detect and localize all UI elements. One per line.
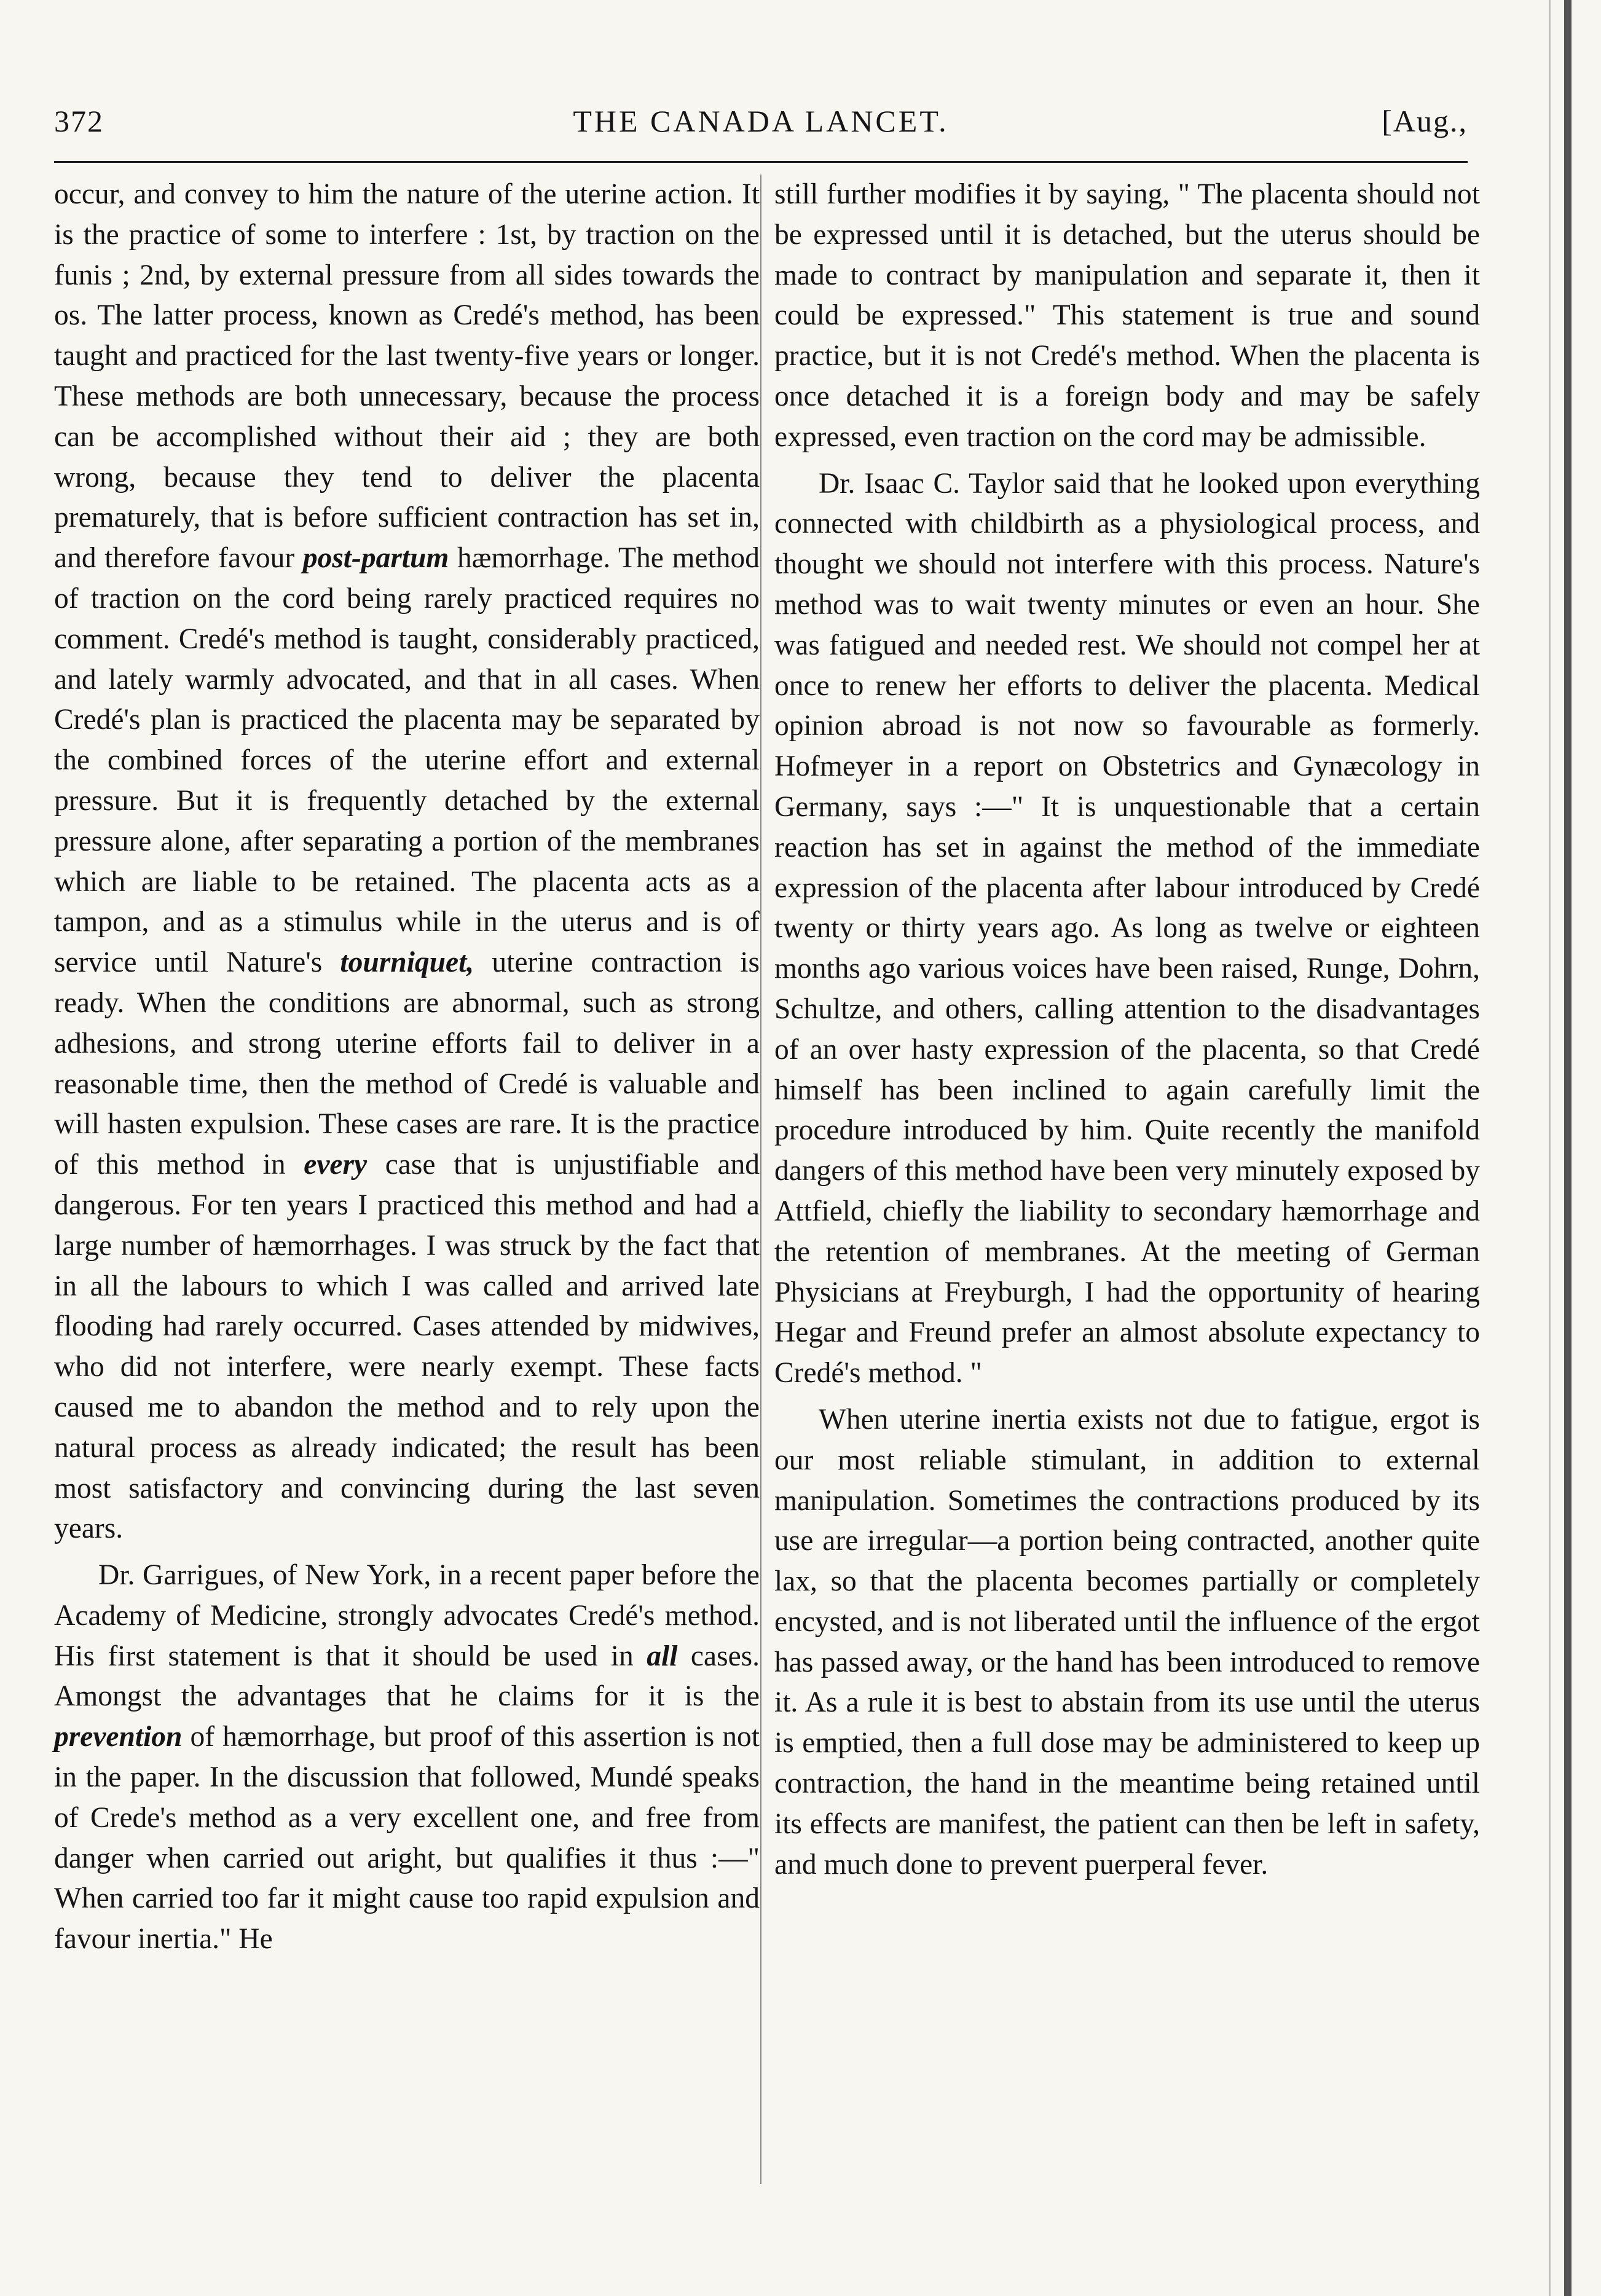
header-rule xyxy=(54,161,1468,163)
right-column xyxy=(774,175,1480,1885)
emphasis: all xyxy=(647,1640,678,1672)
emphasis: tourniquet, xyxy=(340,946,474,979)
paragraph: occur, and convey to him the nature of the uterine action. It is the practice of some to interfere : 1st, by traction on the funis ; 2nd, by external pressure from all sides towards the os. The latter process, known as Credé's method, has been taught and practiced for the last twenty-five years or longer. These methods are both unnecessary, because the process can be accomplished without their aid ; they are both wrong, because they tend to deliver the placenta prematurely, that is before sufficient contraction has set in, and therefore favour post-partum hæmorrhage. The method of traction on the cord being rarely practiced requires no comment. Credé's method is taught, considerably practiced, and lately warmly advocated, and that in all cases. When Credé's plan is practiced the placenta may be separated by the combined forces of the uterine effort and external pressure. But it is frequently detached by the external pressure alone, after separating a portion of the membranes which are liable to be retained. The placenta acts as a tampon, and as a stimulus while in the uterus and is of service until Nature's tourniquet, uterine contraction is ready. When the conditions are abnormal, such as strong adhesions, and strong uterine efforts fail to deliver in a reasonable time, then the method of Credé is valuable and will hasten expulsion. These cases are rare. It is the practice of this method in every case that is unjustifiable and dangerous. For ten years I practiced this method and had a large number of hæmorrhages. I was struck by the fact that in all the labours to which I was called and arrived late flooding had rarely occurred. Cases attended by midwives, who did not interfere, were nearly exempt. These facts caused me to abandon the method and to rely upon the natural process as already indicated; the result has been most satisfactory and convincing during the last seven years. xyxy=(54,178,760,1545)
page-header xyxy=(54,103,1468,146)
left-column xyxy=(54,175,760,1960)
column-divider xyxy=(760,175,761,2184)
paragraph: still further modifies it by saying, " The placenta should not be expressed until it is detached, but the uterus should be made to contract by manipulation and separate it, then it could be expressed." This statement is true and sound practice, but it is not Credé's method. When the placenta is once detached it is a foreign body and may be safely expressed, even traction on the cord may be admissible. xyxy=(774,178,1480,453)
emphasis: prevention xyxy=(54,1721,183,1753)
page-edge xyxy=(1564,0,1571,2296)
emphasis: post-partum xyxy=(302,542,449,575)
issue-month: [Aug., xyxy=(1382,104,1468,138)
page-edge-shadow xyxy=(1549,0,1551,2296)
paragraph: Dr. Garrigues, of New York, in a recent paper before the Academy of Medicine, strongly advocates Credé's method. His first statement is that it should be used in all cases. Amongst the advantages that he claims for it is the prevention of hæmorrhage, but proof of this assertion is not in the paper. In the discussion that followed, Mundé speaks of Crede's method as a very excellent one, and free from danger when carried out aright, but qualifies it thus :—" When carried too far it might cause too rapid expulsion and favour inertia." He xyxy=(54,1559,760,1956)
paragraph: When uterine inertia exists not due to fatigue, ergot is our most reliable stimulant, in addition to external manipulation. Sometimes the contractions produced by its use are irregular—a portion being contracted, another quite lax, so that the placenta becomes partially or completely encysted, and is not liberated until the influence of the ergot has passed away, or the hand has been introduced to remove it. As a rule it is best to abstain from its use until the uterus is emptied, then a full dose may be administered to keep up contraction, the hand in the meantime being retained until its effects are manifest, the patient can then be left in safety, and much done to prevent puerperal fever. xyxy=(774,1403,1480,1881)
journal-title: THE CANADA LANCET. xyxy=(573,104,949,138)
page-number: 372 xyxy=(54,104,104,138)
emphasis: every xyxy=(304,1149,368,1181)
paragraph: Dr. Isaac C. Taylor said that he looked upon everything connected with childbirth as a physiological process, and thought we should not interfere with this process. Nature's method was to wait twenty minutes or even an hour. She was fatigued and needed rest. We should not compel her at once to renew her efforts to deliver the placenta. Medical opinion abroad is not now so favourable as formerly. Hofmeyer in a report on Obstetrics and Gynæcology in Germany, says :—" It is unquestionable that a certain reaction has set in against the method of the immediate expression of the placenta after labour introduced by Credé twenty or thirty years ago. As long as twelve or eighteen months ago various voices have been raised, Runge, Dohrn, Schultze, and others, calling attention to the disadvantages of an over hasty expression of the placenta, so that Credé himself has been inclined to again carefully limit the procedure introduced by him. Quite recently the manifold dangers of this method have been very minutely exposed by Attfield, chiefly the liability to secondary hæmorrhage and the retention of membranes. At the meeting of German Physicians at Freyburgh, I had the opportunity of hearing Hegar and Freund prefer an almost absolute expectancy to Credé's method. " xyxy=(774,467,1480,1390)
